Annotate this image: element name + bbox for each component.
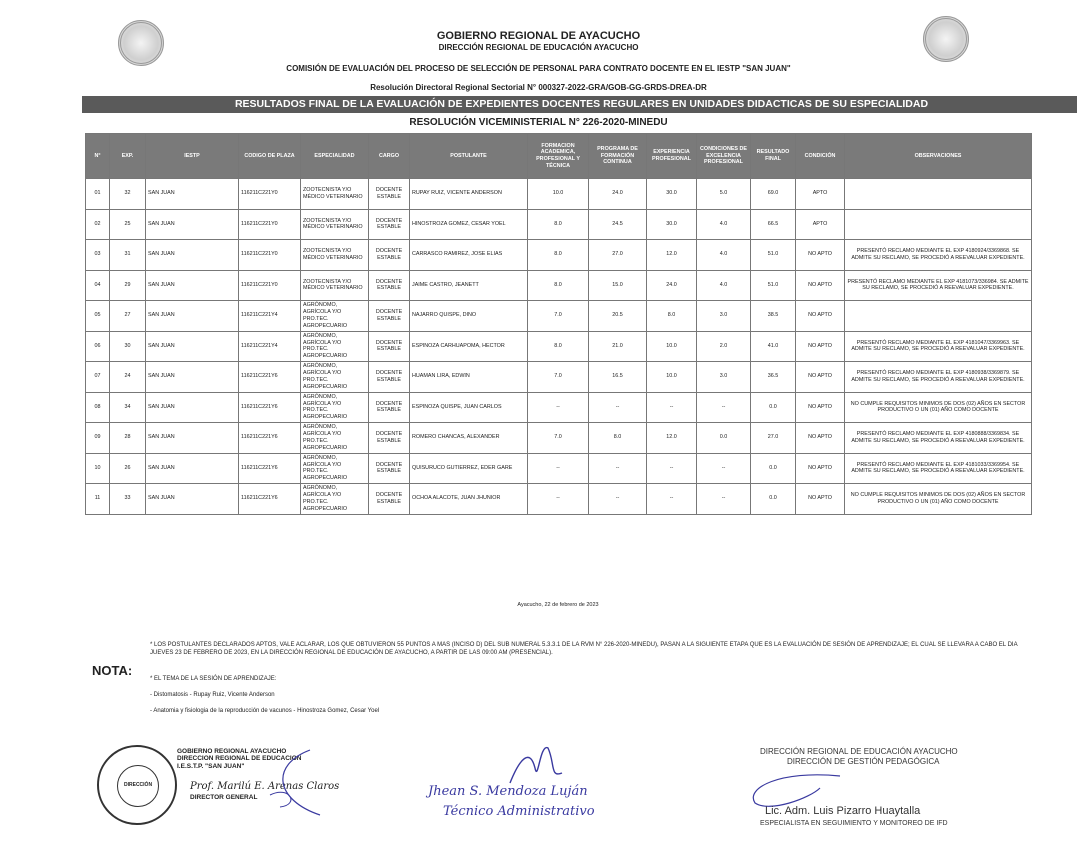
- table-body: [86, 179, 1032, 515]
- cell-n: 01: [86, 179, 110, 210]
- cell-res: 27.0: [751, 423, 796, 454]
- cell-iestp: SAN JUAN: [146, 270, 239, 301]
- cell-n: 04: [86, 270, 110, 301]
- cell-exp: 27: [110, 301, 146, 332]
- cell-cargo: DOCENTE ESTABLE: [369, 362, 410, 393]
- cell-codigo: 116211C221Y6: [239, 484, 301, 515]
- cell-esp: AGRÓNOMO, AGRÍCOLA Y/O PRO.TEC. AGROPECUARIO: [301, 362, 369, 393]
- cell-prog: --: [589, 392, 647, 423]
- cell-form: 8.0: [528, 331, 589, 362]
- director-name: Prof. Marilú E. Arenas Claros: [190, 781, 340, 792]
- cell-esp: AGRÓNOMO, AGRÍCOLA Y/O PRO.TEC. AGROPECUARIO: [301, 423, 369, 454]
- cell-codigo: 116211C221Y6: [239, 392, 301, 423]
- cell-condicion: NO APTO: [796, 270, 845, 301]
- column-header: EXPERIENCIA PROFESIONAL: [647, 134, 697, 179]
- table-row: [86, 484, 1032, 515]
- column-header: EXP.: [110, 134, 146, 179]
- cell-obs: [845, 209, 1032, 240]
- cell-cond_exc: 4.0: [697, 240, 751, 271]
- dgp-stamp-line2: DIRECCIÓN DE GESTIÓN PEDAGÓGICA: [787, 757, 940, 766]
- cell-condicion: APTO: [796, 209, 845, 240]
- cell-cond_exc: 0.0: [697, 423, 751, 454]
- cell-iestp: SAN JUAN: [146, 392, 239, 423]
- iestp-stamp: [97, 745, 177, 825]
- commission-title: COMISIÓN DE EVALUACIÓN DEL PROCESO DE SELECCIÓN DE PERSONAL PARA CONTRATO DOCENTE EN EL IESTP "SAN JUAN": [286, 64, 791, 73]
- table-row: [86, 270, 1032, 301]
- table-row: [86, 453, 1032, 484]
- cell-exper: 12.0: [647, 423, 697, 454]
- cell-cond_exc: 3.0: [697, 362, 751, 393]
- cell-iestp: SAN JUAN: [146, 362, 239, 393]
- cell-cond_exc: 2.0: [697, 331, 751, 362]
- cell-cargo: DOCENTE ESTABLE: [369, 423, 410, 454]
- cell-form: 8.0: [528, 209, 589, 240]
- cell-postulante: QUISURUCO GUTIERREZ, EDER GARE: [410, 453, 528, 484]
- cell-esp: AGRÓNOMO, AGRÍCOLA Y/O PRO.TEC. AGROPECUARIO: [301, 392, 369, 423]
- cell-form: 10.0: [528, 179, 589, 210]
- cell-obs: PRESENTÓ RECLAMO MEDIANTE EL EXP 4180938/3369879. SE ADMITE SU RECLAMO, SE PROCEDIÓ A REEVALUAR EXPEDIENTE.: [845, 362, 1032, 393]
- cell-exp: 33: [110, 484, 146, 515]
- cell-exper: --: [647, 392, 697, 423]
- cell-cargo: DOCENTE ESTABLE: [369, 331, 410, 362]
- cell-cond_exc: 4.0: [697, 209, 751, 240]
- cell-exp: 30: [110, 331, 146, 362]
- cell-res: 0.0: [751, 484, 796, 515]
- cell-iestp: SAN JUAN: [146, 484, 239, 515]
- table-row: [86, 179, 1032, 210]
- cell-exp: 25: [110, 209, 146, 240]
- cell-exp: 32: [110, 179, 146, 210]
- cell-exper: 30.0: [647, 209, 697, 240]
- cell-codigo: 116211C221Y0: [239, 179, 301, 210]
- stamp-label: DIRECCIÓN: [124, 782, 153, 788]
- cell-obs: [845, 179, 1032, 210]
- cell-postulante: NAJARRO QUISPE, DINO: [410, 301, 528, 332]
- cell-exp: 26: [110, 453, 146, 484]
- cell-form: --: [528, 453, 589, 484]
- cell-form: --: [528, 484, 589, 515]
- note-tema: * EL TEMA DE LA SESIÓN DE APRENDIZAJE:: [150, 676, 277, 682]
- note-aptos: * LOS POSTULANTES DECLARADOS APTOS, VALE ACLARAR, LOS QUE OBTUVIERON 55 PUNTOS A MAS (INCISO D) DEL SUB NUMERAL 5.3.3.1 DE LA RVM N° 226-2020-MINEDU), PASAN A LA SIGUIENTE ETAPA QUE ES LA EVALUACIÓN DE SESIÓN DE APRENDIZAJE; EL CUAL SE LLEVARA A CABO EL DIA JUEVES 23 DE FEBRERO DE 2023, EN LA DIRECCIÓN REGIONAL DE EDUCACIÓN DE AYACUCHO, A PARTIR DE LAS 09:00 AM (PRESENCIAL).: [150, 642, 1018, 657]
- cell-iestp: SAN JUAN: [146, 179, 239, 210]
- cell-cargo: DOCENTE ESTABLE: [369, 270, 410, 301]
- table-row: [86, 392, 1032, 423]
- vice-resolution: RESOLUCIÓN VICEMINISTERIAL N° 226-2020-MINEDU: [409, 117, 668, 128]
- cell-codigo: 116211C221Y6: [239, 362, 301, 393]
- cell-iestp: SAN JUAN: [146, 331, 239, 362]
- cell-prog: --: [589, 484, 647, 515]
- table-row: [86, 331, 1032, 362]
- cell-exp: 28: [110, 423, 146, 454]
- cell-exper: --: [647, 484, 697, 515]
- gov-title: GOBIERNO REGIONAL DE AYACUCHO: [436, 30, 641, 42]
- cell-obs: NO CUMPLE REQUISITOS MINIMOS DE DOS (02) AÑOS EN SECTOR PRODUCTIVO O UN (01) AÑO COMO DOCENTE: [845, 392, 1032, 423]
- column-header: CODIGO DE PLAZA: [239, 134, 301, 179]
- cell-postulante: CARRASCO RAMIREZ, JOSE ELIAS: [410, 240, 528, 271]
- cell-condicion: NO APTO: [796, 423, 845, 454]
- column-header: FORMACION ACADEMICA, PROFESIONAL Y TÉCNICA: [528, 134, 589, 179]
- cell-res: 51.0: [751, 240, 796, 271]
- cell-res: 38.5: [751, 301, 796, 332]
- cell-iestp: SAN JUAN: [146, 301, 239, 332]
- cell-postulante: HINOSTROZA GOMEZ, CESAR YOEL: [410, 209, 528, 240]
- cell-prog: --: [589, 453, 647, 484]
- cell-cond_exc: --: [697, 392, 751, 423]
- note-topic-1: - Distomatosis - Rupay Ruiz, Vicente Anderson: [150, 692, 275, 698]
- cell-form: 7.0: [528, 362, 589, 393]
- cell-postulante: ESPINOZA CARHUAPOMA, HECTOR: [410, 331, 528, 362]
- cell-obs: PRESENTÓ RECLAMO MEDIANTE EL EXP 4181073/336984. SE ADMITE SU RECLAMO, SE PROCEDIÓ A REEVALUAR EXPEDIENTE.: [845, 270, 1032, 301]
- column-header: RESULTADO FINAL: [751, 134, 796, 179]
- column-header: POSTULANTE: [410, 134, 528, 179]
- cell-obs: NO CUMPLE REQUISITOS MINIMOS DE DOS (02) AÑOS EN SECTOR PRODUCTIVO O UN (01) AÑO COMO DOCENTE: [845, 484, 1032, 515]
- cell-postulante: RUPAY RUIZ, VICENTE ANDERSON: [410, 179, 528, 210]
- column-header: N°: [86, 134, 110, 179]
- results-table: [85, 133, 1032, 515]
- cell-codigo: 116211C221Y0: [239, 270, 301, 301]
- cell-prog: 20.5: [589, 301, 647, 332]
- cell-res: 36.5: [751, 362, 796, 393]
- cell-n: 06: [86, 331, 110, 362]
- specialist-name: Lic. Adm. Luis Pizarro Huaytalla: [765, 805, 921, 817]
- cell-exper: 24.0: [647, 270, 697, 301]
- cell-cond_exc: --: [697, 484, 751, 515]
- cell-prog: 27.0: [589, 240, 647, 271]
- dir-title: DIRECCIÓN REGIONAL DE EDUCACIÓN AYACUCHO: [438, 43, 639, 52]
- table-row: [86, 423, 1032, 454]
- cell-postulante: ROMERO CHANCAS, ALEXANDER: [410, 423, 528, 454]
- table-row: [86, 240, 1032, 271]
- technician-role: Técnico Administrativo: [443, 804, 595, 819]
- cell-postulante: JAIME CASTRO, JEANETT: [410, 270, 528, 301]
- column-header: IESTP: [146, 134, 239, 179]
- cell-exp: 31: [110, 240, 146, 271]
- cell-exp: 34: [110, 392, 146, 423]
- cell-condicion: NO APTO: [796, 453, 845, 484]
- cell-form: 7.0: [528, 423, 589, 454]
- cell-condicion: APTO: [796, 179, 845, 210]
- cell-res: 41.0: [751, 331, 796, 362]
- cell-form: 7.0: [528, 301, 589, 332]
- cell-cond_exc: 4.0: [697, 270, 751, 301]
- cell-n: 02: [86, 209, 110, 240]
- cell-prog: 8.0: [589, 423, 647, 454]
- cell-iestp: SAN JUAN: [146, 453, 239, 484]
- cell-n: 10: [86, 453, 110, 484]
- cell-n: 07: [86, 362, 110, 393]
- technician-name: Jhean S. Mendoza Luján: [428, 784, 588, 799]
- cell-obs: [845, 301, 1032, 332]
- cell-form: --: [528, 392, 589, 423]
- cell-iestp: SAN JUAN: [146, 209, 239, 240]
- cell-n: 05: [86, 301, 110, 332]
- note-topic-2: - Anatomia y fisiologia de la reproducción de vacunos - Hinostroza Gomez, Cesar Yoel: [150, 708, 380, 714]
- cell-n: 11: [86, 484, 110, 515]
- director-stamp-line3: I.E.S.T.P. "SAN JUAN": [177, 762, 245, 770]
- director-stamp-line2: DIRECCION REGIONAL DE EDUCACION: [177, 755, 302, 763]
- cell-cargo: DOCENTE ESTABLE: [369, 179, 410, 210]
- cell-prog: 15.0: [589, 270, 647, 301]
- cell-esp: ZOOTECNISTA Y/O MÉDICO VETERINARIO: [301, 209, 369, 240]
- table-row: [86, 362, 1032, 393]
- cell-obs: PRESENTÓ RECLAMO MEDIANTE EL EXP 4180924/3369868. SE ADMITE SU RECLAMO, SE PROCEDIÓ A REEVALUAR EXPEDIENTE.: [845, 240, 1032, 271]
- cell-exper: 10.0: [647, 331, 697, 362]
- cell-cargo: DOCENTE ESTABLE: [369, 209, 410, 240]
- cell-esp: AGRÓNOMO, AGRÍCOLA Y/O PRO.TEC. AGROPECUARIO: [301, 453, 369, 484]
- cell-res: 0.0: [751, 392, 796, 423]
- cell-codigo: 116211C221Y6: [239, 423, 301, 454]
- cell-exper: --: [647, 453, 697, 484]
- cell-exper: 8.0: [647, 301, 697, 332]
- cell-res: 51.0: [751, 270, 796, 301]
- cell-exp: 29: [110, 270, 146, 301]
- cell-obs: PRESENTÓ RECLAMO MEDIANTE EL EXP 4181047/3369963. SE ADMITE SU RECLAMO, SE PROCEDIÓ A REEVALUAR EXPEDIENTE.: [845, 331, 1032, 362]
- cell-cond_exc: 5.0: [697, 179, 751, 210]
- cell-iestp: SAN JUAN: [146, 423, 239, 454]
- cell-condicion: NO APTO: [796, 362, 845, 393]
- cell-prog: 16.5: [589, 362, 647, 393]
- cell-postulante: ESPINOZA QUISPE, JUAN CARLOS: [410, 392, 528, 423]
- cell-exper: 30.0: [647, 179, 697, 210]
- cell-cargo: DOCENTE ESTABLE: [369, 240, 410, 271]
- table-row: [86, 209, 1032, 240]
- cell-n: 09: [86, 423, 110, 454]
- cell-codigo: 116211C221Y0: [239, 240, 301, 271]
- cell-cond_exc: 3.0: [697, 301, 751, 332]
- cell-cond_exc: --: [697, 453, 751, 484]
- director-signature: [240, 745, 330, 820]
- cell-condicion: NO APTO: [796, 484, 845, 515]
- table-header-row: [86, 134, 1032, 179]
- cell-esp: AGRÓNOMO, AGRÍCOLA Y/O PRO.TEC. AGROPECUARIO: [301, 484, 369, 515]
- cell-cargo: DOCENTE ESTABLE: [369, 301, 410, 332]
- cell-res: 69.0: [751, 179, 796, 210]
- cell-obs: PRESENTÓ RECLAMO MEDIANTE EL EXP 4180888/3369834. SE ADMITE SU RECLAMO, SE PROCEDIÓ A REEVALUAR EXPEDIENTE.: [845, 423, 1032, 454]
- cell-esp: AGRÓNOMO, AGRÍCOLA Y/O PRO.TEC. AGROPECUARIO: [301, 331, 369, 362]
- cell-codigo: 116211C221Y4: [239, 331, 301, 362]
- cell-esp: ZOOTECNISTA Y/O MÉDICO VETERINARIO: [301, 270, 369, 301]
- column-header: PROGRAMA DE FORMACIÓN CONTINUA: [589, 134, 647, 179]
- table-row: [86, 301, 1032, 332]
- director-role: DIRECTOR GENERAL: [190, 794, 258, 801]
- resolution-line: Resolución Directoral Regional Sectorial N° 000327-2022-GRA/GOB-GG-GRDS-DREA-DR: [370, 83, 707, 92]
- column-header: CONDICIÓN: [796, 134, 845, 179]
- nota-label: NOTA:: [92, 663, 133, 678]
- cell-obs: PRESENTÓ RECLAMO MEDIANTE EL EXP 4181033/3369954. SE ADMITE SU RECLAMO, SE PROCEDIÓ A REEVALUAR EXPEDIENTE.: [845, 453, 1032, 484]
- cell-cargo: DOCENTE ESTABLE: [369, 484, 410, 515]
- director-stamp-line1: GOBIERNO REGIONAL AYACUCHO: [177, 748, 287, 755]
- dreа-stamp-line1: DIRECCIÓN REGIONAL DE EDUCACIÓN AYACUCHO: [760, 747, 958, 756]
- cell-prog: 24.5: [589, 209, 647, 240]
- column-header: CONDICIONES DE EXCELENCIA PROFESIONAL: [697, 134, 751, 179]
- cell-form: 8.0: [528, 240, 589, 271]
- cell-codigo: 116211C221Y6: [239, 453, 301, 484]
- column-header: CARGO: [369, 134, 410, 179]
- results-banner: RESULTADOS FINAL DE LA EVALUACIÓN DE EXPEDIENTES DOCENTES REGULARES EN UNIDADES DIDACTICAS DE SU ESPECIALIDAD: [82, 96, 1077, 113]
- cell-cargo: DOCENTE ESTABLE: [369, 392, 410, 423]
- cell-esp: ZOOTECNISTA Y/O MÉDICO VETERINARIO: [301, 240, 369, 271]
- cell-iestp: SAN JUAN: [146, 240, 239, 271]
- cell-cargo: DOCENTE ESTABLE: [369, 453, 410, 484]
- cell-form: 8.0: [528, 270, 589, 301]
- cell-postulante: HUAMAN LIRA, EDWIN: [410, 362, 528, 393]
- cell-exper: 10.0: [647, 362, 697, 393]
- specialist-role: ESPECIALISTA EN SEGUIMIENTO Y MONITOREO DE IFD: [760, 820, 948, 827]
- cell-prog: 24.0: [589, 179, 647, 210]
- cell-n: 08: [86, 392, 110, 423]
- cell-codigo: 116211C221Y0: [239, 209, 301, 240]
- cell-condicion: NO APTO: [796, 392, 845, 423]
- column-header: OBSERVACIONES: [845, 134, 1032, 179]
- cell-prog: 21.0: [589, 331, 647, 362]
- column-header: ESPECIALIDAD: [301, 134, 369, 179]
- cell-exp: 24: [110, 362, 146, 393]
- cell-esp: ZOOTECNISTA Y/O MÉDICO VETERINARIO: [301, 179, 369, 210]
- cell-postulante: OCHOA ALACOTE, JUAN JHUNIOR: [410, 484, 528, 515]
- cell-n: 03: [86, 240, 110, 271]
- cell-res: 66.5: [751, 209, 796, 240]
- cell-condicion: NO APTO: [796, 331, 845, 362]
- cell-condicion: NO APTO: [796, 301, 845, 332]
- cell-res: 0.0: [751, 453, 796, 484]
- date-line: Ayacucho, 22 de febrero de 2023: [517, 602, 599, 608]
- cell-esp: AGRÓNOMO, AGRÍCOLA Y/O PRO.TEC. AGROPECUARIO: [301, 301, 369, 332]
- cell-codigo: 116211C221Y4: [239, 301, 301, 332]
- cell-condicion: NO APTO: [796, 240, 845, 271]
- cell-exper: 12.0: [647, 240, 697, 271]
